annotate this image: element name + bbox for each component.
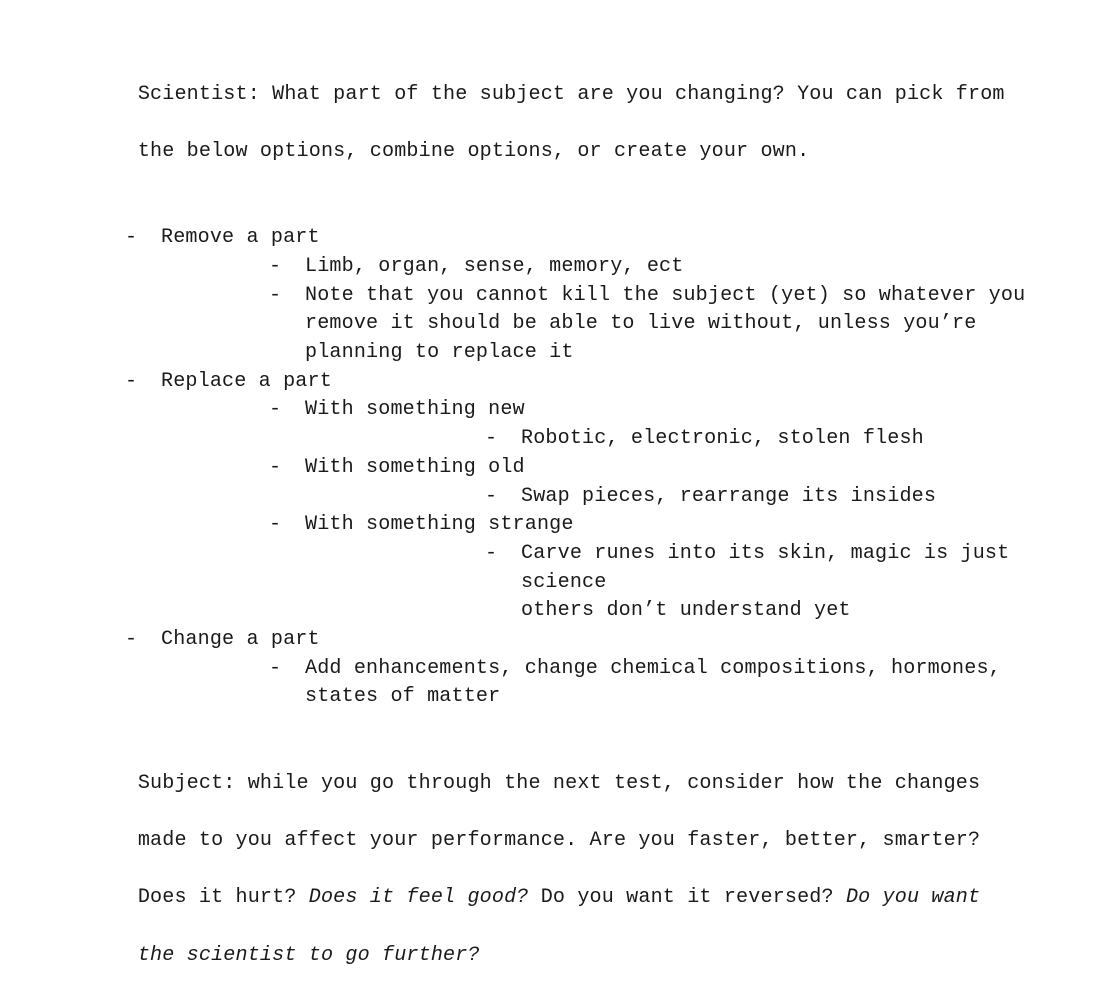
sub-list — [161, 655, 1049, 712]
intro-line-2: the below options, combine options, or create your own. — [137, 140, 810, 164]
list-item — [161, 655, 1049, 712]
item-text: Robotic, electronic, stolen flesh — [521, 427, 924, 451]
bullet-dash: - — [269, 254, 282, 278]
bullet-dash: - — [269, 513, 282, 537]
spacer — [89, 712, 1049, 741]
option-replace — [89, 368, 1049, 626]
subject-line-3c: Do you want it reversed? — [528, 886, 846, 910]
item-text: With something old — [305, 455, 525, 479]
list-item — [161, 511, 1049, 626]
item-text: With something new — [305, 398, 525, 422]
item-text: Swap pieces, rearrange its insides — [521, 484, 937, 508]
bullet-dash: - — [269, 455, 282, 479]
sub-sub-list — [305, 540, 1049, 626]
item-text-line: states of matter — [305, 685, 501, 709]
item-text: Limb, organ, sense, memory, ect — [305, 254, 684, 278]
item-text-line: Note that you cannot kill the subject (yet) so whatever you — [305, 283, 1026, 307]
option-change — [89, 626, 1049, 712]
option-remove — [89, 224, 1049, 368]
intro-line-1: Scientist: What part of the subject are you changing? You can pick from — [137, 82, 1005, 106]
subject-paragraph — [89, 741, 1049, 999]
list-item — [161, 396, 1049, 453]
list-item — [305, 483, 1049, 512]
item-text-line: remove it should be able to live without, unless you’re — [305, 312, 977, 336]
option-label: Change a part — [161, 628, 320, 652]
sub-sub-list — [305, 425, 1049, 454]
option-label: Remove a part — [161, 226, 320, 250]
list-item — [161, 282, 1049, 368]
bullet-dash: - — [269, 656, 282, 680]
bullet-dash: - — [485, 484, 498, 508]
bullet-dash: - — [125, 369, 138, 393]
bullet-dash: - — [269, 283, 282, 307]
bullet-dash: - — [125, 628, 138, 652]
options-list — [89, 224, 1049, 712]
item-text-line: Carve runes into its skin, magic is just science — [521, 541, 1010, 594]
item-text: With something strange — [305, 513, 574, 537]
item-text-line: planning to replace it — [305, 341, 574, 365]
bullet-dash: - — [485, 427, 498, 451]
item-text-line: others don’t understand yet — [521, 599, 851, 623]
option-label: Replace a part — [161, 369, 332, 393]
subject-line-3d-italic: Do you want — [845, 886, 981, 910]
list-item — [305, 540, 1049, 626]
list-item — [161, 454, 1049, 511]
subject-line-3b-italic: Does it feel good? — [308, 886, 529, 910]
list-item — [161, 253, 1049, 282]
bullet-dash: - — [269, 398, 282, 422]
document-page — [89, 52, 1049, 999]
spacer — [89, 196, 1049, 225]
bullet-dash: - — [485, 541, 498, 565]
sub-list — [161, 396, 1049, 626]
item-text-line: Add enhancements, change chemical compositions, hormones, — [305, 656, 1001, 680]
subject-line-1: Subject: while you go through the next test, consider how the changes — [137, 771, 981, 795]
subject-line-3a: Does it hurt? — [137, 886, 309, 910]
subject-line-4-italic: the scientist to go further? — [137, 943, 480, 967]
bullet-dash: - — [125, 226, 138, 250]
scientist-intro — [89, 52, 1049, 196]
sub-list — [161, 253, 1049, 368]
list-item — [305, 425, 1049, 454]
sub-sub-list — [305, 483, 1049, 512]
subject-line-2: made to you affect your performance. Are you faster, better, smarter? — [137, 828, 981, 852]
